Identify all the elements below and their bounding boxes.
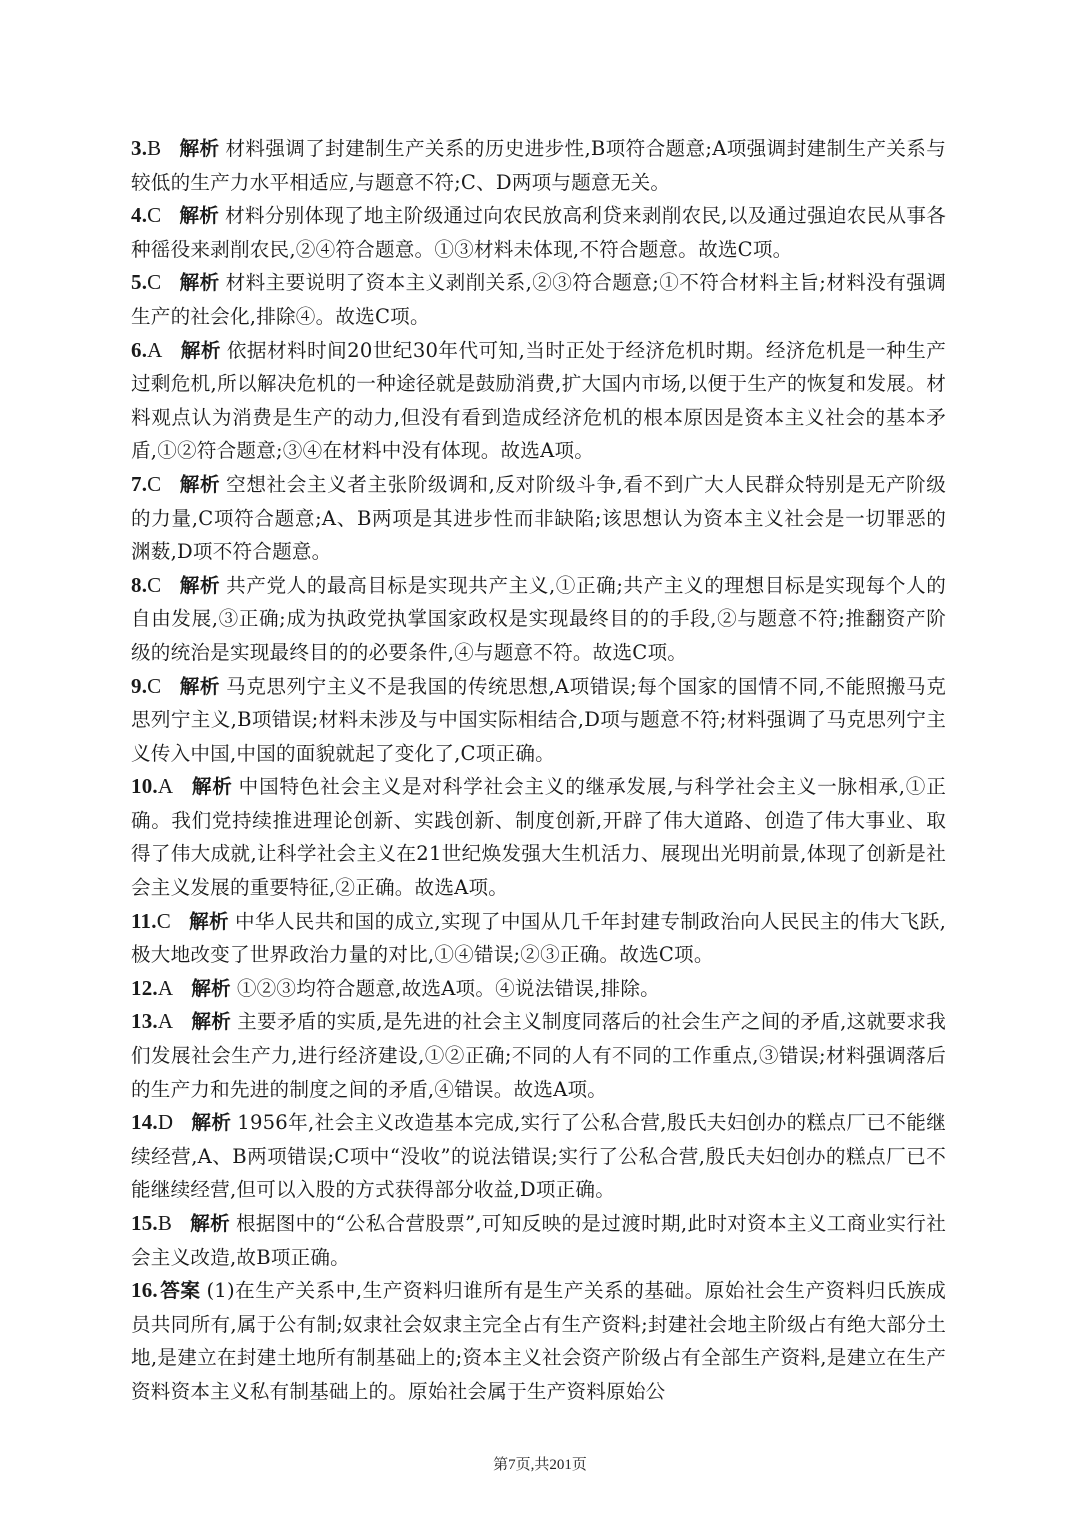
- page-number: 第7页,共201页: [493, 1457, 587, 1473]
- answer-item-15: 15.B 解析 根据图中的“公私合营股票”,可知反映的是过渡时期,此时对资本主义工商业实行社会主义改造,故B项正确。: [131, 1211, 946, 1269]
- answer-item-12: 12.A 解析 ①②③均符合题意,故选A项。④说法错误,排除。: [131, 975, 660, 1000]
- answer-item-10: 10.A 解析 中国特色社会主义是对科学社会主义的继承发展,与科学社会主义一脉相承,①正确。我们党持续推进理论创新、实践创新、制度创新,开辟了伟大道路、创造了伟大事业、取得了伟大成就,让科学社会主义在21世纪焕发强大生机活力、展现出光明前景,体现了创新是社会主义发展的重要特征,②正确。故选A项。: [131, 774, 947, 900]
- answer-list: [131, 132, 946, 1409]
- answer-item-6: 6.A 解析 依据材料时间20世纪30年代可知,当时正处于经济危机时期。经济危机是一种生产过剩危机,所以解决危机的一种途径就是鼓励消费,扩大国内市场,以便于生产的恢复和发展。材料观点认为消费是生产的动力,但没有看到造成经济危机的根本原因是资本主义社会的基本矛盾,①②符合题意;③④在材料中没有体现。故选A项。: [131, 337, 946, 463]
- answer-item-9: 9.C 解析 马克思列宁主义不是我国的传统思想,A项错误;每个国家的国情不同,不能照搬马克思列宁主义,B项错误;材料未涉及与中国实际相结合,D项与题意不符;材料强调了马克思列宁主义传入中国,中国的面貌就起了变化了,C项正确。: [131, 673, 946, 765]
- answer-item-13: 13.A 解析 主要矛盾的实质,是先进的社会主义制度同落后的社会生产之间的矛盾,这就要求我们发展社会生产力,进行经济建设,①②正确;不同的人有不同的工作重点,③错误;材料强调落后的生产力和先进的制度之间的矛盾,④错误。故选A项。: [131, 1009, 946, 1101]
- answer-item-7: 7.C 解析 空想社会主义者主张阶级调和,反对阶级斗争,看不到广大人民群众特别是无产阶级的力量,C项符合题意;A、B两项是其进步性而非缺陷;该思想认为资本主义社会是一切罪恶的渊薮,D项不符合题意。: [131, 471, 946, 564]
- answer-item-4: 4.C 解析 材料分别体现了地主阶级通过向农民放高利贷来剥削农民,以及通过强迫农民从事各种徭役来剥削农民,②④符合题意。①③材料未体现,不符合题意。故选C项。: [131, 203, 946, 261]
- answer-item-14: 14.D 解析 1956年,社会主义改造基本完成,实行了公私合营,殷氏夫妇创办的糕点厂已不能继续经营,A、B两项错误;C项中“没收”的说法错误;实行了公私合营,殷氏夫妇创办的糕点厂已不能继续经营,但可以入股的方式获得部分收益,D项正确。: [131, 1110, 946, 1202]
- answer-item-3: 3.B 解析 材料强调了封建制生产关系的历史进步性,B项符合题意;A项强调封建制生产关系与较低的生产力水平相适应,与题意不符;C、D两项与题意无关。: [131, 136, 946, 194]
- answer-item-5: 5.C 解析 材料主要说明了资本主义剥削关系,②③符合题意;①不符合材料主旨;材料没有强调生产的社会化,排除④。故选C项。: [131, 270, 947, 328]
- answer-item-16: 16. 答案 (1)在生产关系中,生产资料归谁所有是生产关系的基础。原始社会生产资料归氏族成员共同所有,属于公有制;奴隶社会奴隶主完全占有生产资料;封建社会地主阶级占有绝大部分土地,是建立在封建土地所有制基础上的;资本主义社会资产阶级占有全部生产资料,是建立在生产资料资本主义私有制基础上的。原始社会属于生产资料原始公: [131, 1278, 946, 1403]
- answer-item-8: 8.C 解析 共产党人的最高目标是实现共产主义,①正确;共产主义的理想目标是实现每个人的自由发展,③正确;成为执政党执掌国家政权是实现最终目的的手段,②与题意不符;推翻资产阶级的统治是实现最终目的的必要条件,④与题意不符。故选C项。: [131, 572, 946, 664]
- answer-item-11: 11.C 解析 中华人民共和国的成立,实现了中国从几千年封建专制政治向人民民主的伟大飞跃,极大地改变了世界政治力量的对比,①④错误;②③正确。故选C项。: [131, 908, 946, 967]
